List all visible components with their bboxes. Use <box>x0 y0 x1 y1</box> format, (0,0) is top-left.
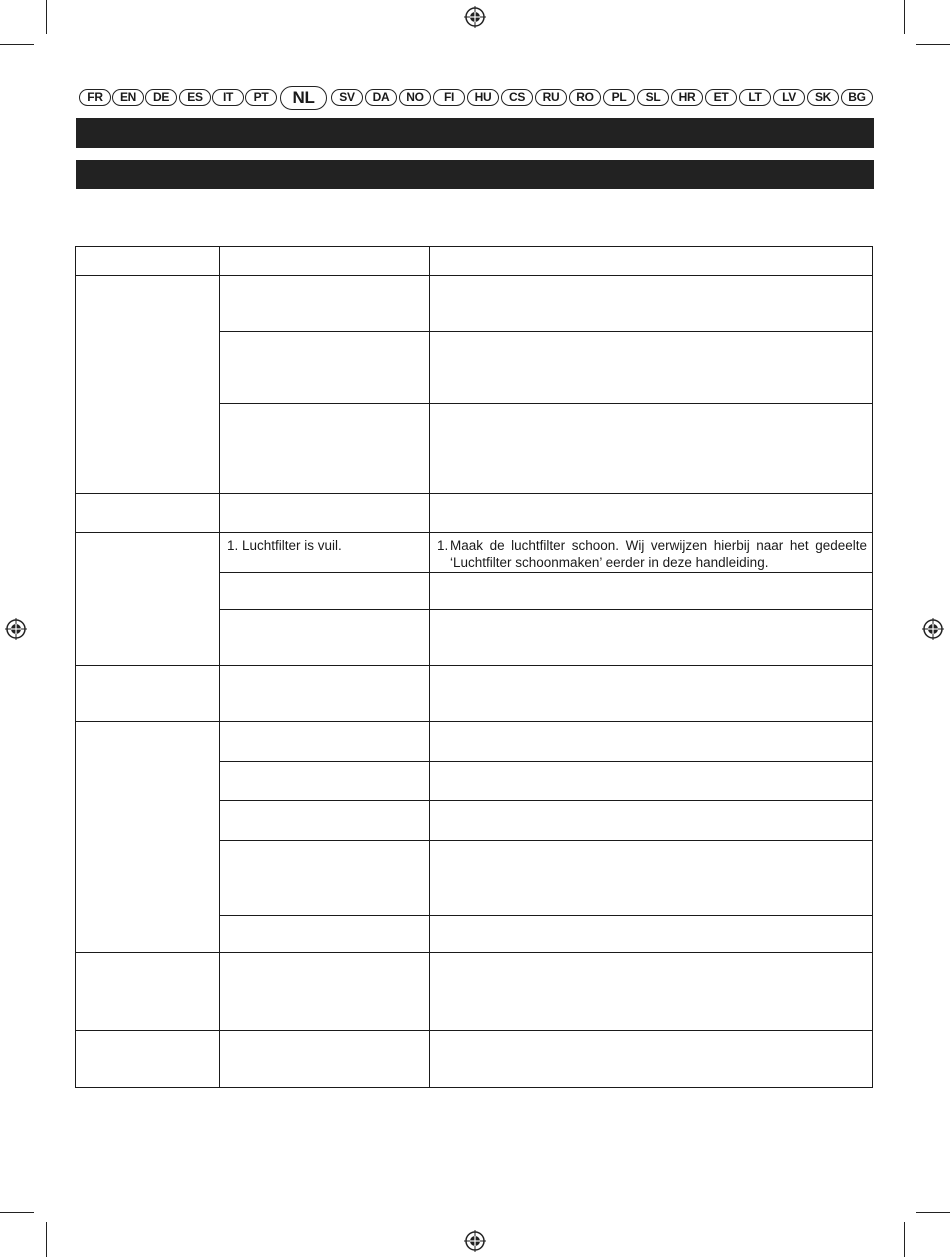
crop-mark-bottom-right-h <box>916 1212 950 1213</box>
language-tab-sl[interactable]: SL <box>637 89 669 106</box>
row-divider <box>75 952 873 953</box>
sub-row-divider <box>219 840 873 841</box>
language-tab-et[interactable]: ET <box>705 89 737 106</box>
registration-mark-right-icon <box>922 618 944 640</box>
row-divider <box>75 532 873 533</box>
sub-row-divider <box>219 800 873 801</box>
crop-mark-bottom-right-v <box>904 1222 905 1257</box>
language-tab-nl-active[interactable]: NL <box>280 86 327 110</box>
row-divider <box>75 665 873 666</box>
language-tab-hu[interactable]: HU <box>467 89 499 106</box>
column-divider-1 <box>219 246 220 1088</box>
sub-row-divider <box>219 915 873 916</box>
sub-row-divider <box>219 761 873 762</box>
row-divider <box>75 721 873 722</box>
language-tab-en[interactable]: EN <box>112 89 144 106</box>
language-tab-da[interactable]: DA <box>365 89 397 106</box>
language-tab-hr[interactable]: HR <box>671 89 703 106</box>
table-border-left <box>75 246 76 1088</box>
sub-row-divider <box>219 403 873 404</box>
crop-mark-top-left-v <box>46 0 47 34</box>
language-tab-ro[interactable]: RO <box>569 89 601 106</box>
sub-row-divider <box>219 572 873 573</box>
section-heading-bar <box>76 118 874 148</box>
language-tab-pl[interactable]: PL <box>603 89 635 106</box>
language-tab-no[interactable]: NO <box>399 89 431 106</box>
language-tab-it[interactable]: IT <box>212 89 244 106</box>
solution-number: 1. <box>437 538 449 553</box>
language-tab-es[interactable]: ES <box>179 89 211 106</box>
language-tab-pt[interactable]: PT <box>245 89 277 106</box>
language-tab-bg[interactable]: BG <box>841 89 873 106</box>
language-tab-cs[interactable]: CS <box>501 89 533 106</box>
language-tab-sv[interactable]: SV <box>331 89 363 106</box>
table-border-top <box>75 246 873 247</box>
registration-mark-left-icon <box>5 618 27 640</box>
row-divider <box>75 1030 873 1031</box>
cause-cell-air-filter: 1. Luchtfilter is vuil. <box>227 538 342 553</box>
column-divider-2 <box>429 246 430 1088</box>
sub-row-divider <box>219 609 873 610</box>
solution-cell-air-filter <box>437 537 867 571</box>
language-tab-fi[interactable]: FI <box>433 89 465 106</box>
language-selector <box>79 86 874 110</box>
crop-mark-top-right-v <box>904 0 905 34</box>
row-divider <box>75 275 873 276</box>
solution-text: Maak de luchtfilter schoon. Wij verwijzen hierbij naar het gedeelte ‘Luchtfilter schoonmaken’ eerder in deze handleiding. <box>450 538 867 570</box>
crop-mark-bottom-left-h <box>0 1212 34 1213</box>
crop-mark-bottom-left-v <box>46 1222 47 1257</box>
sub-row-divider <box>219 331 873 332</box>
crop-mark-top-left-h <box>0 44 34 45</box>
row-divider <box>75 493 873 494</box>
language-tab-fr[interactable]: FR <box>79 89 111 106</box>
language-tab-sk[interactable]: SK <box>807 89 839 106</box>
subsection-heading-bar <box>76 160 874 189</box>
language-tab-lv[interactable]: LV <box>773 89 805 106</box>
registration-mark-top-icon <box>464 6 486 28</box>
crop-mark-top-right-h <box>916 44 950 45</box>
registration-mark-bottom-icon <box>464 1230 486 1252</box>
language-tab-lt[interactable]: LT <box>739 89 771 106</box>
table-border-right <box>872 246 873 1088</box>
table-border-bottom <box>75 1087 873 1088</box>
language-tab-de[interactable]: DE <box>145 89 177 106</box>
language-tab-ru[interactable]: RU <box>535 89 567 106</box>
